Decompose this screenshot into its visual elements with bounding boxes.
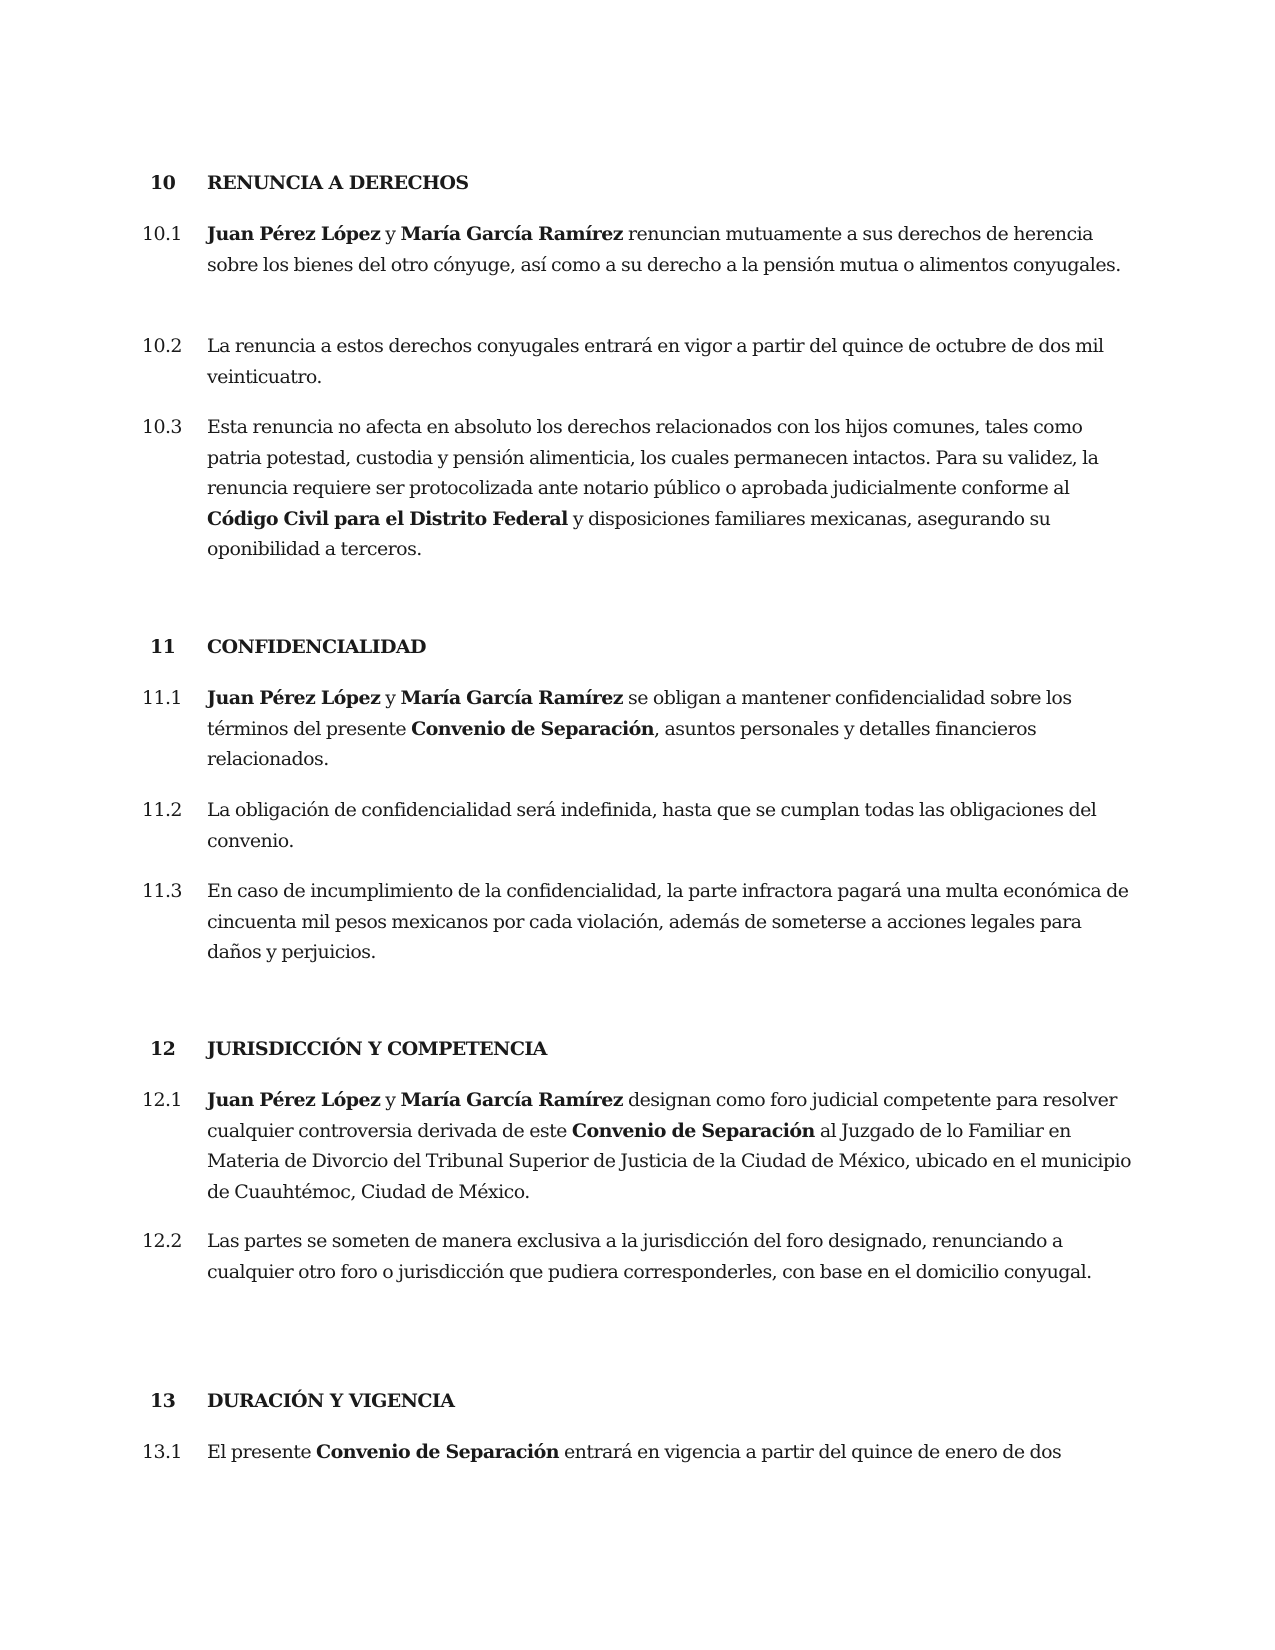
text-run: y	[380, 223, 401, 245]
section-number: 12	[150, 1038, 176, 1060]
clause-text	[207, 412, 1137, 565]
section-title: DURACIÓN Y VIGENCIA	[207, 1390, 455, 1412]
text-run: En caso de incumplimiento de la confidencialidad, la parte infractora pagará una multa económica de cincuenta mil pesos mexicanos por cada violación, además de someterse a acciones legales para daños y perjuicios.	[207, 880, 1129, 964]
clause-number: 10.3	[142, 416, 182, 438]
bold-text: Juan Pérez López	[207, 223, 381, 245]
text-run: Esta renuncia no afecta en absoluto los derechos relacionados con los hijos comunes, tales como patria potestad, custodia y pensión alimenticia, los cuales permanecen intactos. Para su validez, la renuncia requiere ser protocolizada ante notario público o aprobada judicialmente conforme al	[207, 416, 1099, 500]
section-number: 10	[150, 172, 176, 194]
section-title: JURISDICCIÓN Y COMPETENCIA	[207, 1038, 547, 1060]
text-run: , asuntos personales y detalles financieros relacionados.	[207, 717, 1037, 771]
section-title: RENUNCIA A DERECHOS	[207, 172, 469, 194]
bold-text: Juan Pérez López	[207, 687, 381, 709]
text-run: y disposiciones familiares mexicanas, asegurando su oponibilidad a terceros.	[207, 507, 1051, 561]
text-run: renuncian mutuamente a sus derechos de herencia sobre los bienes del otro cónyuge, así como a su derecho a la pensión mutua o alimentos conyugales.	[207, 223, 1121, 276]
clause-number: 11.3	[142, 880, 182, 902]
clause-text	[207, 1437, 1137, 1468]
clause-number: 12.1	[142, 1089, 182, 1111]
text-run: se obligan a mantener confidencialidad sobre los términos del presente	[207, 687, 1072, 740]
bold-text: Convenio de Separación	[571, 1119, 815, 1142]
clause-text	[207, 331, 1137, 392]
clause-number: 11.1	[142, 687, 182, 709]
text-run: y	[380, 687, 401, 709]
section-title: CONFIDENCIALIDAD	[207, 636, 426, 658]
clause-number: 10.2	[142, 335, 182, 357]
text-run: al Juzgado de lo Familiar en Materia de Divorcio del Tribunal Superior de Justicia de la Ciudad de México, ubicado en el municipio de Cuauhtémoc, Ciudad de México.	[207, 1119, 1131, 1203]
clause-text	[207, 1226, 1137, 1287]
clause-number: 10.1	[142, 223, 182, 245]
bold-text: María García Ramírez	[400, 1089, 623, 1111]
clause-text	[207, 219, 1137, 280]
section-number: 11	[150, 636, 176, 658]
bold-text: María García Ramírez	[400, 223, 623, 245]
text-run: y	[380, 1089, 401, 1111]
text-run: La obligación de confidencialidad será indefinida, hasta que se cumplan todas las obligaciones del convenio.	[207, 799, 1097, 852]
text-run: La renuncia a estos derechos conyugales entrará en vigor a partir del quince de octubre de dos mil veinticuatro.	[207, 335, 1104, 388]
bold-text: Juan Pérez López	[207, 1089, 381, 1111]
bold-text: Convenio de Separación	[411, 717, 655, 740]
bold-text: Convenio de Separación	[316, 1441, 559, 1463]
clause-number: 12.2	[142, 1230, 182, 1252]
text-run: designan como foro judicial competente para resolver cualquier controversia derivada de este	[207, 1089, 1117, 1142]
clause-number: 11.2	[142, 799, 182, 821]
clause-text	[207, 683, 1137, 775]
clause-text	[207, 876, 1137, 968]
text-run: El presente	[207, 1441, 317, 1463]
clause-text	[207, 795, 1137, 856]
bold-text: Código Civil para el Distrito Federal	[207, 507, 568, 530]
section-number: 13	[150, 1390, 176, 1412]
bold-text: María García Ramírez	[400, 687, 623, 709]
clause-number: 13.1	[142, 1441, 182, 1463]
text-run: entrará en vigencia a partir del quince de enero de dos	[558, 1441, 1062, 1463]
clause-text	[207, 1085, 1137, 1207]
text-run: Las partes se someten de manera exclusiva a la jurisdicción del foro designado, renunciando a cualquier otro foro o jurisdicción que pudiera corresponderles, con base en el domicilio conyugal.	[207, 1230, 1092, 1283]
